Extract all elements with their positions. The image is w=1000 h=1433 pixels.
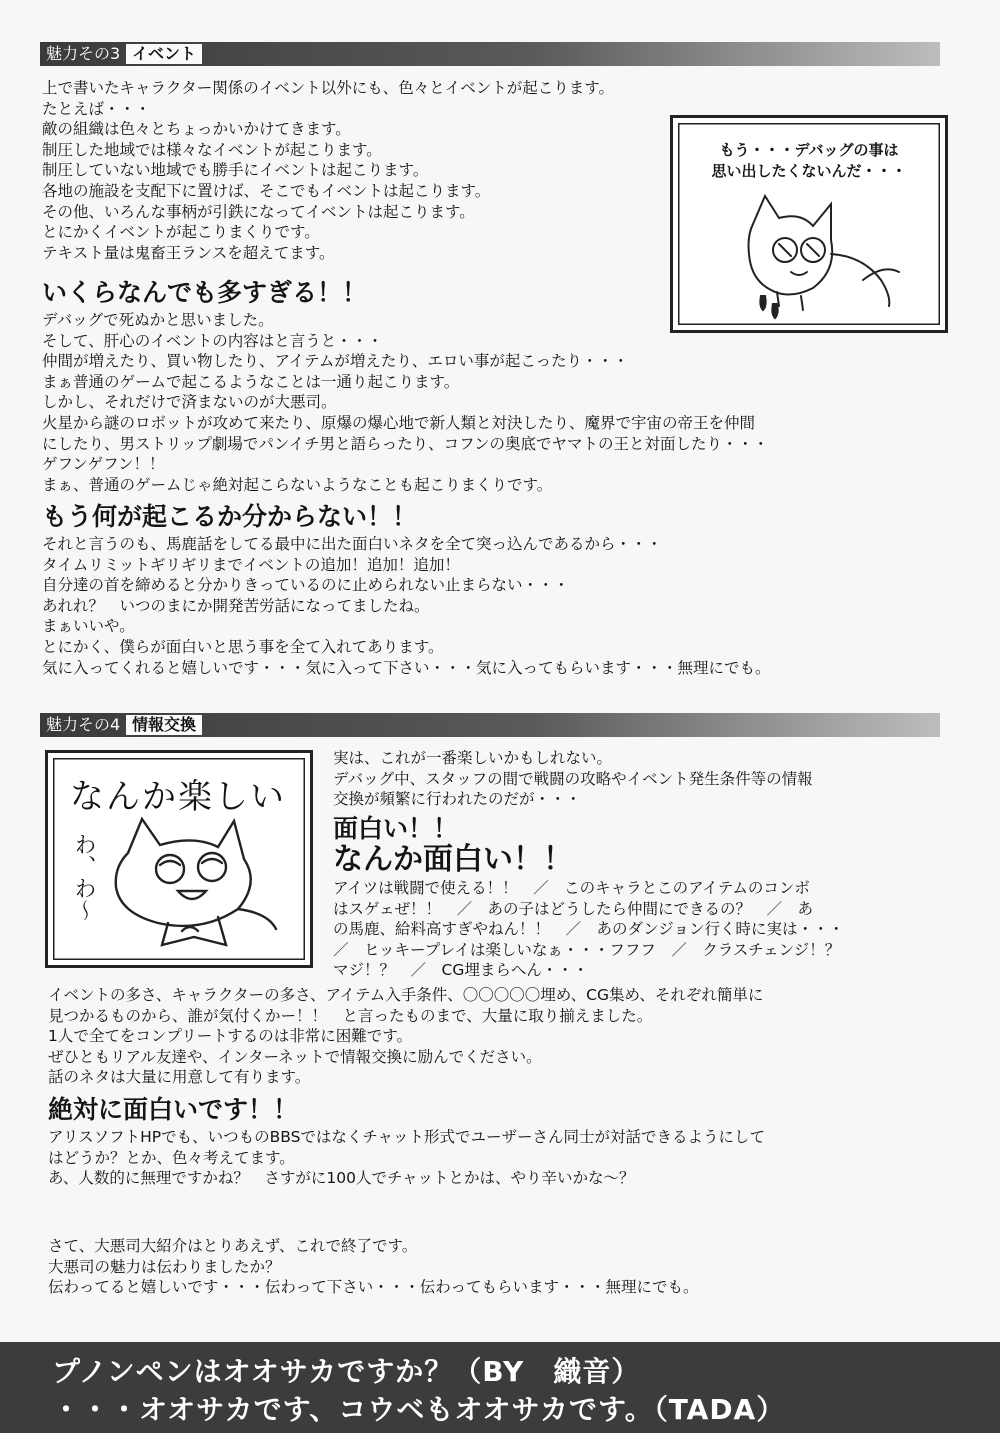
text-line: イベントの多さ、キャラクターの多さ、アイテム入手条件、〇〇〇〇〇埋め、CG集め、それぞれ簡単に — [48, 986, 764, 1004]
happy-cat-drawing-icon — [98, 813, 298, 953]
section3-title: イベント — [126, 44, 202, 64]
text-line: にしたり、男ストリップ劇場でパンイチ男と語らったり、コフンの奥底でヤマトの王と対面したり・・・ — [42, 434, 769, 453]
section3-paragraph-c — [42, 534, 771, 678]
text-line: あれれ？ いつのまにか開発苦労話になってましたね。 — [42, 596, 430, 615]
text-line: あ、人数的に無理ですかね？ さすがに100人でチャットとかは、やり辛いかな～？ — [48, 1169, 635, 1188]
text-line: ゲフンゲフン！！ — [42, 455, 165, 474]
speech-line: 思い出したくないんだ・・・ — [711, 162, 907, 180]
text-line: 各地の施設を支配下に置けば、そこでもイベントは起こります。 — [42, 181, 491, 200]
section4-title: 情報交換 — [126, 715, 202, 735]
text-line: はスゲェぜ！！ ／ あの子はどうしたら仲間にできるの？ ／ あ — [333, 899, 814, 918]
footer-line-2: ・・・オオサカです、コウベもオオサカです。（TADA） — [52, 1393, 786, 1426]
footer-banner — [0, 1342, 1000, 1433]
text-line: 自分達の首を締めると分かりきっているのに止められない止まらない・・・ — [42, 576, 570, 595]
text-line: 制圧した地域では様々なイベントが起こります。 — [42, 140, 382, 159]
text-line: 大悪司の魅力は伝わりましたか？ — [48, 1257, 281, 1276]
text-line: デバッグで死ぬかと思いました。 — [42, 311, 274, 329]
text-line: まぁ、普通のゲームじゃ絶対起こらないようなことも起こりまくりです。 — [42, 475, 553, 494]
text-line: 見つかるものから、誰が気付くかー！！ と言ったものまで、大量に取り揃えました。 — [48, 1006, 653, 1025]
section4-label: 魅力その4 — [46, 715, 121, 734]
text-line: はどうか？とか、色々考えてます。 — [48, 1148, 295, 1167]
text-line: の馬鹿、給料高すぎやねん！！ ／ あのダンジョン行く時に実は・・・ — [333, 920, 844, 939]
section4-paragraph-d — [48, 1127, 765, 1189]
text-line: デバッグ中、スタッフの間で戦闘の攻略やイベント発生条件等の情報 — [333, 769, 813, 788]
section4-header — [40, 713, 940, 737]
section4-emphasis-1: 面白い！！ — [333, 814, 459, 843]
text-line: 1人で全てをコンプリートするのは非常に困難です。 — [48, 1027, 413, 1046]
text-line: ぜひともリアル友達や、インターネットで情報交換に励んでください。 — [48, 1047, 542, 1066]
text-line: 仲間が増えたり、買い物したり、アイテムが増えたり、エロい事が起こったり・・・ — [42, 352, 629, 371]
comic-handwritten-text: なんか楽しい — [70, 777, 286, 817]
text-line: さて、大悪司大紹介はとりあえず、これで終了です。 — [48, 1237, 418, 1255]
text-line: たとえば・・・ — [42, 99, 151, 118]
footer-line-1: プノンペンはオオサカですか？（BY 織音） — [52, 1355, 641, 1388]
text-line: その他、いろんな事柄が引鉄になってイベントは起こります。 — [42, 202, 475, 221]
text-line: ／ ヒッキープレイは楽しいなぁ・・・フフフ ／ クラスチェンジ！？ — [333, 940, 841, 959]
section4-comic-panel — [45, 750, 313, 968]
text-line: とにかく、僕らが面白いと思う事を全て入れてあります。 — [42, 637, 444, 656]
text-line: まぁ普通のゲームで起こるようなことは一通り起こります。 — [42, 372, 460, 391]
text-line: そして、肝心のイベントの内容はと言うと・・・ — [42, 331, 383, 350]
comic-side-text: わ、わ～ — [71, 833, 96, 921]
text-line: まぁいいや。 — [42, 617, 135, 636]
text-line: 交換が頻繁に行われたのだが・・・ — [333, 790, 582, 809]
text-line: 上で書いたキャラクター関係のイベント以外にも、色々とイベントが起こります。 — [42, 79, 614, 97]
text-line: 伝わってると嬉しいです・・・伝わって下さい・・・伝わってもらいます・・・無理にでも。 — [48, 1278, 699, 1297]
text-line: 制圧していない地域でも勝手にイベントは起こります。 — [42, 161, 429, 180]
section4-emphasis-2: なんか面白い！！ — [333, 842, 573, 877]
text-line: しかし、それだけで済まないのが大悪司。 — [42, 393, 337, 412]
section3-paragraph-b — [42, 310, 769, 495]
section3-emphasis-2: もう何が起こるか分からない！！ — [42, 502, 418, 531]
text-line: テキスト量は鬼畜王ランスを超えてます。 — [42, 243, 335, 262]
section4-paragraph-c — [48, 985, 763, 1088]
text-line: 気に入ってくれると嬉しいです・・・気に入って下さい・・・気に入ってもらいます・・・無理にでも。 — [42, 658, 771, 677]
section3-emphasis-1: いくらなんでも多すぎる！！ — [42, 278, 368, 307]
section3-paragraph-a — [42, 78, 614, 263]
closing-paragraph — [48, 1236, 699, 1298]
text-line: タイムリミットギリギリまでイベントの追加！追加！追加！ — [42, 555, 460, 574]
text-line: マジ！？ ／ CG埋まらへん・・・ — [333, 961, 589, 980]
text-line: とにかくイベントが起こりまくりです。 — [42, 223, 320, 242]
section3-comic-panel — [670, 115, 948, 333]
section4-paragraph-a — [333, 748, 813, 810]
text-line: 話のネタは大量に用意して有ります。 — [48, 1068, 311, 1087]
crying-cat-drawing-icon — [713, 184, 913, 324]
text-line: アリスソフトHPでも、いつものBBSではなくチャット形式でユーザーさん同士が対話できるようにして — [48, 1128, 765, 1146]
text-line: 火星から謎のロボットが攻めて来たり、原爆の爆心地で新人類と対決したり、魔界で宇宙の帝王を仲間 — [42, 413, 756, 432]
section3-label: 魅力その3 — [46, 44, 121, 63]
text-line: 敵の組織は色々とちょっかいかけてきます。 — [42, 120, 351, 139]
text-line: それと言うのも、馬鹿話をしてる最中に出た面白いネタを全て突っ込んであるから・・・ — [42, 535, 663, 553]
section4-paragraph-b — [333, 878, 844, 981]
text-line: アイツは戦闘で使える！！ ／ このキャラとこのアイテムのコンボ — [333, 879, 810, 897]
text-line: 実は、これが一番楽しいかもしれない。 — [333, 749, 613, 767]
comic-speech — [689, 140, 929, 182]
section3-header — [40, 42, 940, 66]
speech-line: もう・・・デバッグの事は — [719, 141, 899, 159]
section4-emphasis-3: 絶対に面白いです！！ — [48, 1095, 299, 1124]
